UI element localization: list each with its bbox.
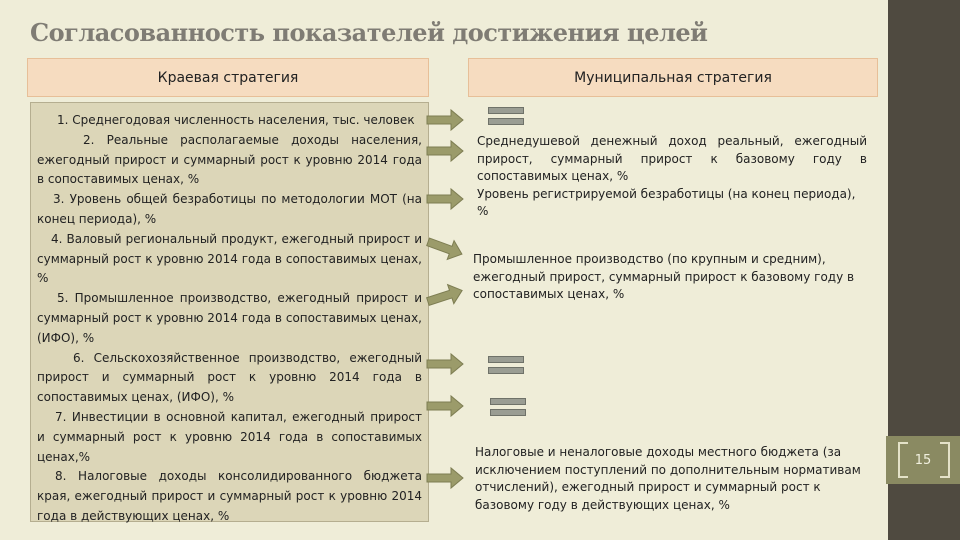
page-title: Согласованность показателей достижения целей [30, 18, 708, 47]
municipal-strategy-header: Муниципальная стратегия [468, 58, 878, 97]
municipal-indicator-income: Среднедушевой денежный доход реальный, ежегодный прирост, суммарный прирост к базовому году в сопоставимых ценах, % [477, 134, 867, 184]
arrow-right-icon [425, 466, 465, 490]
equals-icon [490, 398, 526, 418]
regional-indicator-4: 4. Валовый региональный продукт, ежегодный прирост и суммарный рост к уровню 2014 года в сопоставимых ценах, % [37, 231, 422, 286]
municipal-indicator-group-1 [477, 133, 867, 221]
regional-strategy-header: Краевая стратегия [27, 58, 429, 97]
regional-indicator-2: 2. Реальные располагаемые доходы населения, ежегодный прирост и суммарный рост к уровню 2014 года в сопоставимых ценах, % [37, 132, 422, 187]
municipal-indicator-industry: Промышленное производство (по крупным и средним), ежегодный прирост, суммарный прирост к базовому году в сопоставимых ценах, % [473, 252, 855, 302]
municipal-indicator-budget: Налоговые и неналоговые доходы местного бюджета (за исключением поступлений по дополнительным нормативам отчислений), ежегодный прирост и суммарный рост к базовому году в действующих ценах, % [475, 445, 861, 512]
regional-indicator-5: 5. Промышленное производство, ежегодный прирост и суммарный рост к уровню 2014 года в сопоставимых ценах, (ИФО), % [37, 291, 422, 345]
page-number-box [886, 436, 960, 484]
equals-icon [488, 356, 524, 376]
arrow-right-icon [422, 278, 467, 313]
regional-indicator-8: 8. Налоговые доходы консолидированного бюджета края, ежегодный прирост и суммарный рост к уровню 2014 года в действующих ценах, % [37, 469, 422, 523]
regional-indicator-7: 7. Инвестиции в основной капитал, ежегодный прирост и суммарный рост к уровню 2014 года в сопоставимых ценах,% [37, 409, 422, 464]
page-number: 15 [914, 452, 932, 468]
regional-indicator-3: 3. Уровень общей безработицы по методологии МОТ (на конец периода), % [37, 192, 422, 226]
municipal-indicator-unemployment: Уровень регистрируемой безработицы (на конец периода), % [477, 186, 856, 219]
arrow-right-icon [425, 352, 465, 376]
arrow-right-icon [425, 108, 465, 132]
arrow-right-icon [425, 187, 465, 211]
regional-indicators-panel [30, 102, 429, 522]
equals-icon [488, 107, 524, 127]
regional-indicator-6: 6. Сельскохозяйственное производство, ежегодный прирост и суммарный рост к уровню 2014 года в сопоставимых ценах, (ИФО), % [37, 350, 422, 405]
regional-indicator-1: 1. Среднегодовая численность населения, тыс. человек [57, 113, 415, 127]
arrow-right-icon [425, 139, 465, 163]
arrow-right-icon [425, 394, 465, 418]
